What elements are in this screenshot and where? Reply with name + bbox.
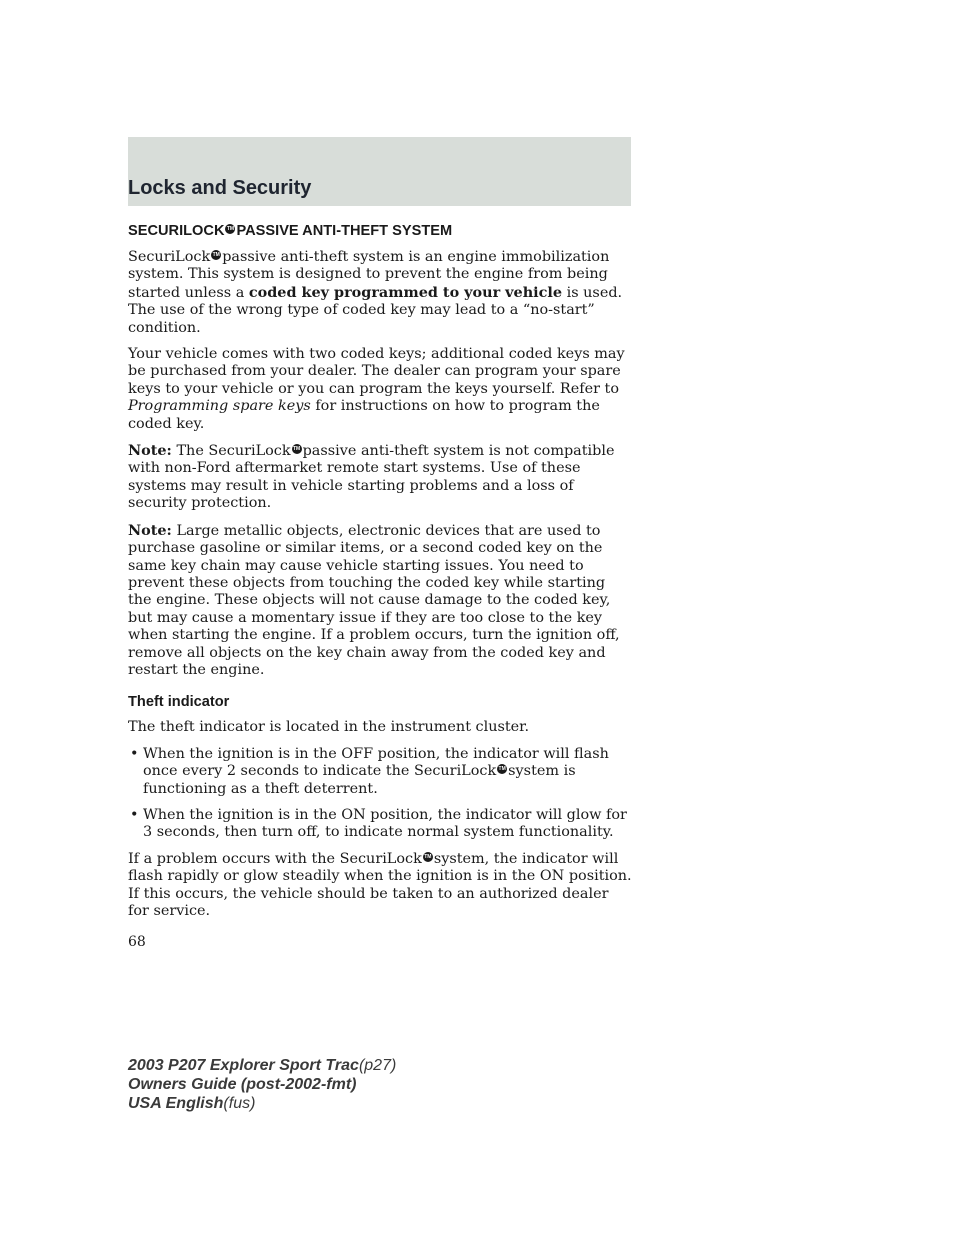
footer-line-2: [128, 1075, 396, 1094]
p2-text-b: for instructions on how to program the coded key.: [128, 398, 600, 432]
section-header-band: [128, 137, 631, 206]
p2-italic-ref: Programming spare keys: [128, 398, 311, 415]
theft-indicator-list: [128, 746, 633, 842]
footer-guide: Owners Guide (post-2002-fmt): [128, 1076, 357, 1093]
note-metallic-objects: [128, 522, 633, 680]
trademark-icon: TM: [498, 766, 506, 773]
trademark-icon: TM: [226, 226, 235, 232]
footer-line-1: [128, 1056, 396, 1075]
coded-keys-paragraph: [128, 346, 633, 433]
note2-label: Note:: [128, 521, 172, 539]
note2-text: Large metallic objects, electronic devices that are used to purchase gasoline or similar items, or a second coded key on the same key chain may cause vehicle starting issues. You need to prevent these objects from touching the coded key while starting the engine. These objects will not cause damage to the coded key, but may cause a momentary issue if they are too close to the key when starting the engine. If a problem occurs, turn the ignition off, remove all objects on the key chain away from the coded key and restart the engine.: [128, 522, 620, 678]
p1-text-a: SecuriLock: [128, 249, 211, 265]
trademark-icon: TM: [292, 446, 301, 453]
problem-paragraph: [128, 851, 633, 921]
document-footer: [128, 1056, 396, 1113]
bullet1-text-b: system is functioning as a theft deterrent.: [143, 763, 576, 797]
p1-text-b: passive anti-theft system is an engine immobilization system. This system is designed to prevent the engine from being started unless a: [128, 249, 610, 301]
list-item: • When the ignition is in the ON position, the indicator will glow for 3 seconds, then turn off, to indicate normal system functionality.: [128, 807, 633, 842]
p1-bold: coded key programmed to your vehicle: [248, 283, 563, 301]
footer-line-3: [128, 1094, 396, 1113]
note1-label: Note:: [128, 442, 172, 460]
theft-intro: The theft indicator is located in the instrument cluster.: [128, 719, 530, 736]
heading-part1: SECURILOCK: [128, 223, 225, 239]
footer-language: USA English: [128, 1095, 224, 1112]
note-remote-start: [128, 442, 633, 513]
list-item: [128, 746, 633, 798]
theft-indicator-heading: Theft indicator: [128, 694, 230, 711]
securilock-heading: [128, 222, 633, 240]
bullet1-text-a: When the ignition is in the OFF position, the indicator will flash once every 2 seconds to indicate the SecuriLock: [143, 745, 609, 780]
footer-model: 2003 P207 Explorer Sport Trac: [128, 1057, 359, 1074]
heading-part2: PASSIVE ANTI-THEFT SYSTEM: [236, 223, 453, 239]
intro-paragraph: [128, 249, 633, 337]
final-text-b: system, the indicator will flash rapidly or glow steadily when the ignition is in the ON position. If this occurs, the vehicle should be taken to an authorized dealer for service.: [128, 850, 632, 919]
page-content: [128, 222, 633, 929]
footer-model-code: (p27): [358, 1057, 397, 1074]
note1-text-a: The SecuriLock: [171, 443, 291, 460]
p1-text-c: is used. The use of the wrong type of coded key may lead to a “no-start” condition.: [128, 284, 623, 336]
note1-text-b: passive anti-theft system is not compatible with non-Ford aftermarket remote start systems. Use of these systems may result in vehicle starting problems and a loss of security protection.: [128, 443, 615, 512]
section-header-title: Locks and Security: [128, 177, 312, 199]
final-text-a: If a problem occurs with the SecuriLock: [128, 850, 422, 867]
trademark-icon: TM: [212, 252, 220, 258]
trademark-icon: TM: [424, 853, 432, 860]
p2-text-a: Your vehicle comes with two coded keys; additional coded keys may be purchased from your dealer. The dealer can program your spare keys to your vehicle or you can program the keys yourself. Refer to: [128, 346, 625, 397]
footer-language-code: (fus): [223, 1095, 256, 1112]
page-number: 68: [128, 934, 146, 950]
